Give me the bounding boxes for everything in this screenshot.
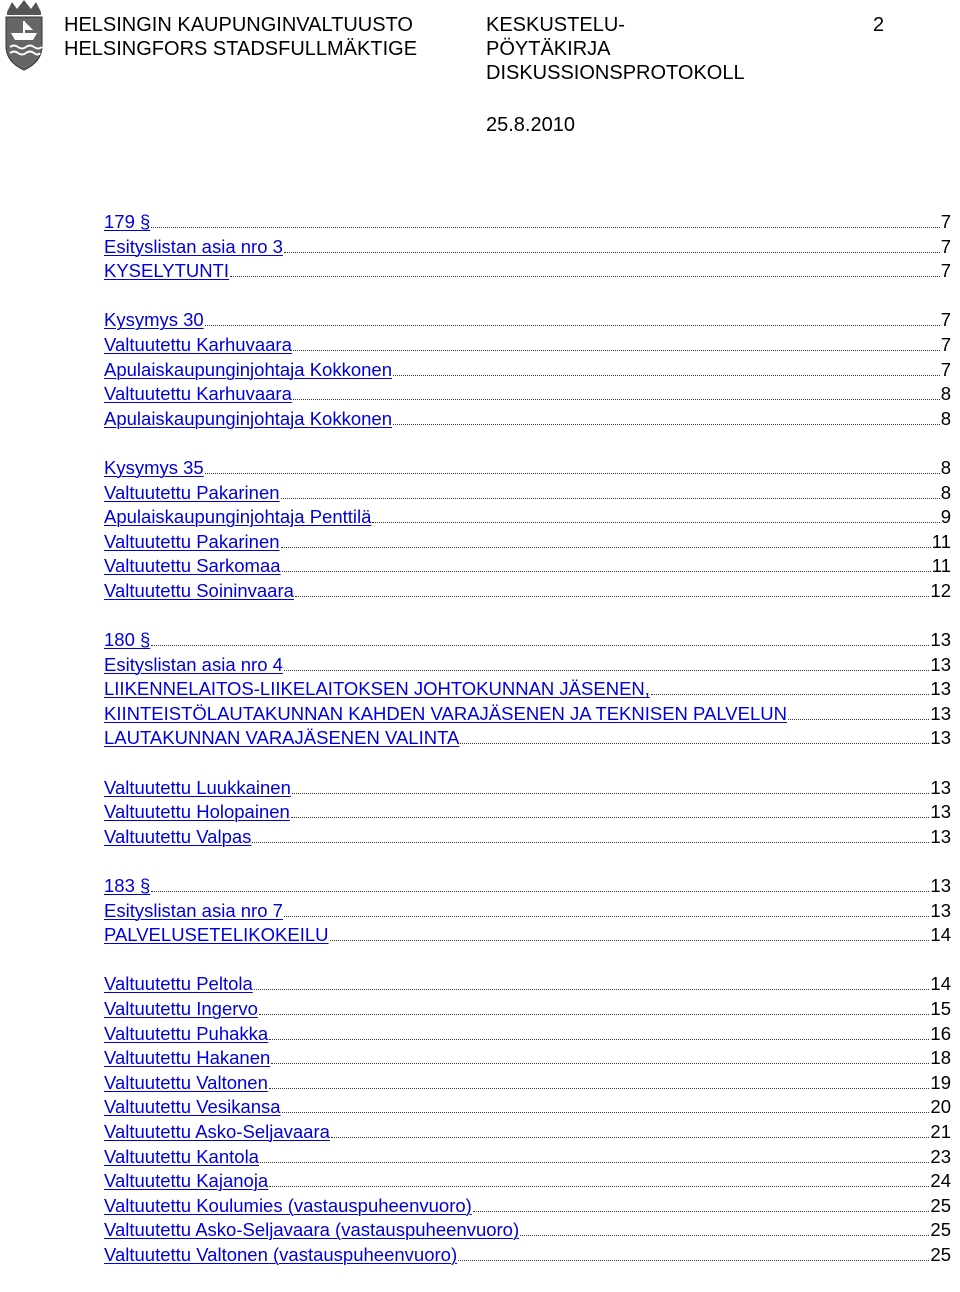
toc-entry[interactable] (104, 825, 951, 850)
helsinki-coat-of-arms-icon (2, 0, 46, 72)
page-number: 2 (873, 14, 885, 36)
toc-entry-link[interactable]: Valtuutettu Luukkainen (104, 776, 291, 798)
toc-entry[interactable] (104, 554, 951, 579)
toc-entry-link[interactable]: Kysymys 35 (104, 456, 204, 478)
toc-entry-link[interactable]: Valtuutettu Hakanen (104, 1047, 271, 1069)
toc-entry-link[interactable]: Esityslistan asia nro 4 (104, 653, 283, 675)
dot-leader (473, 1194, 930, 1212)
toc-entry[interactable] (104, 1194, 951, 1219)
toc-group (104, 776, 951, 850)
dot-leader (284, 653, 930, 671)
organization-name-fi: HELSINGIN KAUPUNGINVALTUUSTO (64, 14, 413, 36)
toc-entry[interactable] (104, 530, 951, 555)
document-type-line: KESKUSTELU- (486, 14, 625, 36)
toc-entry-page: 7 (940, 309, 951, 331)
toc-entry-link[interactable]: Valtuutettu Sarkomaa (104, 555, 281, 577)
toc-entry-page: 7 (940, 235, 951, 257)
toc-entry[interactable] (104, 308, 951, 333)
toc-entry-link[interactable]: Esityslistan asia nro 7 (104, 899, 283, 921)
toc-entry[interactable] (104, 874, 951, 899)
dot-leader (295, 579, 929, 597)
document-date: 25.8.2010 (486, 114, 575, 136)
toc-entry-link[interactable]: Valtuutettu Ingervo (104, 998, 258, 1019)
toc-entry-link[interactable]: Apulaiskaupunginjohtaja Kokkonen (104, 407, 392, 429)
toc-entry[interactable] (104, 776, 951, 801)
toc-entry-page: 20 (930, 1096, 951, 1118)
dot-leader (372, 505, 939, 523)
toc-entry[interactable] (104, 653, 951, 678)
toc-entry[interactable] (104, 972, 951, 997)
toc-entry-page: 13 (930, 702, 951, 724)
toc-entry-page: 13 (930, 653, 951, 675)
toc-entry-link[interactable]: Valtuutettu Valtonen (104, 1071, 268, 1093)
toc-entry-page: 7 (940, 333, 951, 355)
toc-entry[interactable] (104, 628, 951, 653)
dot-leader (651, 677, 930, 695)
toc-entry[interactable] (104, 1022, 951, 1047)
toc-entry-link[interactable]: Valtuutettu Soininvaara (104, 579, 294, 601)
toc-entry-link[interactable]: Valtuutettu Asko-Seljavaara (vastauspuheenvuoro) (104, 1219, 520, 1241)
toc-entry-page: 25 (930, 1194, 951, 1216)
dot-leader (460, 726, 929, 744)
toc-entry[interactable] (104, 1169, 951, 1194)
toc-entry-page: 8 (940, 407, 951, 429)
dot-leader (151, 210, 939, 228)
dot-leader (205, 308, 940, 326)
toc-entry-link[interactable]: Valtuutettu Valpas (104, 825, 252, 847)
toc-entry[interactable] (104, 579, 951, 604)
toc-entry-link[interactable]: PALVELUSETELIKOKEILU (104, 924, 329, 946)
dot-leader (330, 923, 930, 941)
toc-entry-page: 19 (930, 1071, 951, 1093)
dot-leader (269, 1071, 930, 1089)
toc-entry-link[interactable]: Valtuutettu Puhakka (104, 1022, 269, 1044)
toc-entry-page: 7 (940, 260, 951, 282)
toc-entry[interactable] (104, 456, 951, 481)
dot-leader (281, 481, 940, 499)
toc-entry-page: 8 (940, 383, 951, 405)
toc-entry-link[interactable]: Esityslistan asia nro 3 (104, 235, 283, 257)
toc-entry[interactable] (104, 1243, 951, 1268)
toc-entry-page: 7 (940, 358, 951, 380)
toc-entry-link[interactable]: Valtuutettu Karhuvaara (104, 383, 292, 405)
dot-leader (205, 456, 940, 474)
dot-leader (260, 1145, 929, 1163)
toc-entry-link[interactable]: Valtuutettu Karhuvaara (104, 333, 292, 355)
toc-entry[interactable] (104, 382, 951, 407)
toc-entry-link[interactable]: Valtuutettu Koulumies (vastauspuheenvuoro) (104, 1194, 472, 1216)
dot-leader (254, 972, 930, 990)
dot-leader (291, 800, 930, 818)
toc-entry-link[interactable]: 183 § (104, 875, 151, 897)
toc-entry-link[interactable]: LAUTAKUNNAN VARAJÄSENEN VALINTA (104, 727, 460, 749)
toc-entry-page: 8 (940, 481, 951, 503)
toc-group (104, 308, 951, 431)
dot-leader (284, 235, 940, 253)
toc-entry[interactable] (104, 1071, 951, 1096)
toc-entry[interactable] (104, 481, 951, 506)
toc-entry-page: 14 (930, 973, 951, 995)
toc-entry[interactable] (104, 505, 951, 530)
toc-entry-link[interactable]: Valtuutettu Asko-Seljavaara (104, 1120, 330, 1142)
dot-leader (331, 1120, 930, 1138)
toc-entry-link[interactable]: 180 § (104, 629, 151, 651)
dot-leader (271, 1046, 929, 1064)
toc-entry-link[interactable]: Valtuutettu Kantola (104, 1145, 259, 1167)
toc-entry-page: 13 (930, 899, 951, 921)
toc-entry[interactable] (104, 259, 951, 284)
dot-leader (230, 259, 940, 277)
toc-entry[interactable] (104, 1095, 951, 1120)
toc-entry[interactable] (104, 1218, 951, 1243)
dot-leader (281, 530, 931, 548)
toc-entry[interactable] (104, 726, 951, 751)
toc-entry-page: 11 (931, 530, 951, 552)
table-of-contents (104, 210, 951, 1292)
toc-entry-page: 8 (940, 456, 951, 478)
toc-entry-page: 21 (930, 1120, 951, 1142)
toc-entry-page: 25 (930, 1219, 951, 1241)
toc-entry[interactable] (104, 358, 951, 383)
dot-leader (151, 874, 929, 892)
dot-leader (282, 554, 931, 572)
toc-entry[interactable] (104, 923, 951, 948)
toc-entry-page: 13 (930, 727, 951, 749)
toc-entry[interactable] (104, 407, 951, 432)
dot-leader (292, 776, 930, 794)
document-type-line: DISKUSSIONSPROTOKOLL (486, 62, 745, 84)
toc-entry[interactable] (104, 235, 951, 260)
toc-group (104, 972, 951, 1267)
toc-entry-link[interactable]: Valtuutettu Valtonen (vastauspuheenvuoro) (104, 1243, 458, 1265)
dot-leader (284, 899, 930, 917)
toc-entry-page: 14 (930, 924, 951, 946)
toc-entry-page: 13 (930, 825, 951, 847)
toc-entry[interactable] (104, 1120, 951, 1145)
dot-leader (282, 1095, 930, 1113)
toc-entry-link[interactable]: LIIKENNELAITOS-LIIKELAITOKSEN JOHTOKUNNAN JÄSENEN, (104, 678, 650, 700)
toc-entry[interactable] (104, 899, 951, 924)
document-type (486, 13, 745, 85)
toc-entry-page: 15 (930, 998, 951, 1019)
toc-entry[interactable] (104, 210, 951, 235)
dot-leader (293, 333, 940, 351)
toc-entry-link[interactable]: Valtuutettu Pakarinen (104, 530, 280, 552)
toc-entry-page: 7 (940, 211, 951, 232)
toc-entry-link[interactable]: Apulaiskaupunginjohtaja Kokkonen (104, 358, 392, 380)
toc-entry-page: 13 (930, 776, 951, 798)
toc-entry-page: 12 (930, 579, 951, 601)
toc-entry-page: 13 (930, 678, 951, 700)
toc-entry-page: 13 (930, 875, 951, 897)
dot-leader (393, 407, 940, 425)
toc-entry-page: 23 (930, 1145, 951, 1167)
toc-entry[interactable] (104, 333, 951, 358)
toc-entry[interactable] (104, 702, 951, 727)
toc-entry[interactable] (104, 1046, 951, 1071)
dot-leader (520, 1218, 929, 1236)
toc-entry[interactable] (104, 1145, 951, 1170)
toc-entry-link[interactable]: Valtuutettu Holopainen (104, 801, 290, 823)
toc-entry-link[interactable]: Valtuutettu Kajanoja (104, 1170, 269, 1192)
dot-leader (788, 702, 929, 720)
toc-group (104, 210, 951, 284)
toc-entry-page: 9 (940, 506, 951, 528)
dot-leader (269, 1022, 929, 1040)
toc-entry-page: 18 (930, 1047, 951, 1069)
dot-leader (259, 997, 929, 1015)
toc-entry-page: 13 (930, 629, 951, 651)
dot-leader (393, 358, 940, 376)
toc-entry-link[interactable]: Valtuutettu Pakarinen (104, 481, 280, 503)
toc-entry-link[interactable]: KYSELYTUNTI (104, 260, 230, 282)
toc-group (104, 874, 951, 948)
toc-entry-link[interactable]: Apulaiskaupunginjohtaja Penttilä (104, 506, 372, 528)
toc-entry[interactable] (104, 800, 951, 825)
toc-entry-link[interactable]: KIINTEISTÖLAUTAKUNNAN KAHDEN VARAJÄSENEN JA TEKNISEN PALVELUN (104, 702, 787, 724)
toc-entry[interactable] (104, 677, 951, 702)
dot-leader (269, 1169, 929, 1187)
toc-group (104, 456, 951, 604)
organization-name (64, 13, 417, 61)
dot-leader (252, 825, 929, 843)
toc-entry-link[interactable]: Valtuutettu Vesikansa (104, 1096, 281, 1118)
toc-entry-page: 25 (930, 1243, 951, 1265)
dot-leader (458, 1243, 929, 1261)
toc-group (104, 628, 951, 751)
dot-leader (151, 628, 929, 646)
toc-entry[interactable] (104, 997, 951, 1022)
toc-entry-link[interactable]: 179 § (104, 211, 151, 232)
toc-entry-link[interactable]: Kysymys 30 (104, 309, 204, 331)
toc-entry-page: 16 (930, 1022, 951, 1044)
document-type-line: PÖYTÄKIRJA (486, 38, 611, 60)
organization-name-sv: HELSINGFORS STADSFULLMÄKTIGE (64, 38, 418, 60)
toc-entry-page: 13 (930, 801, 951, 823)
toc-entry-link[interactable]: Valtuutettu Peltola (104, 973, 253, 995)
toc-entry-page: 24 (930, 1170, 951, 1192)
toc-entry-page: 11 (931, 555, 951, 577)
dot-leader (293, 382, 940, 400)
